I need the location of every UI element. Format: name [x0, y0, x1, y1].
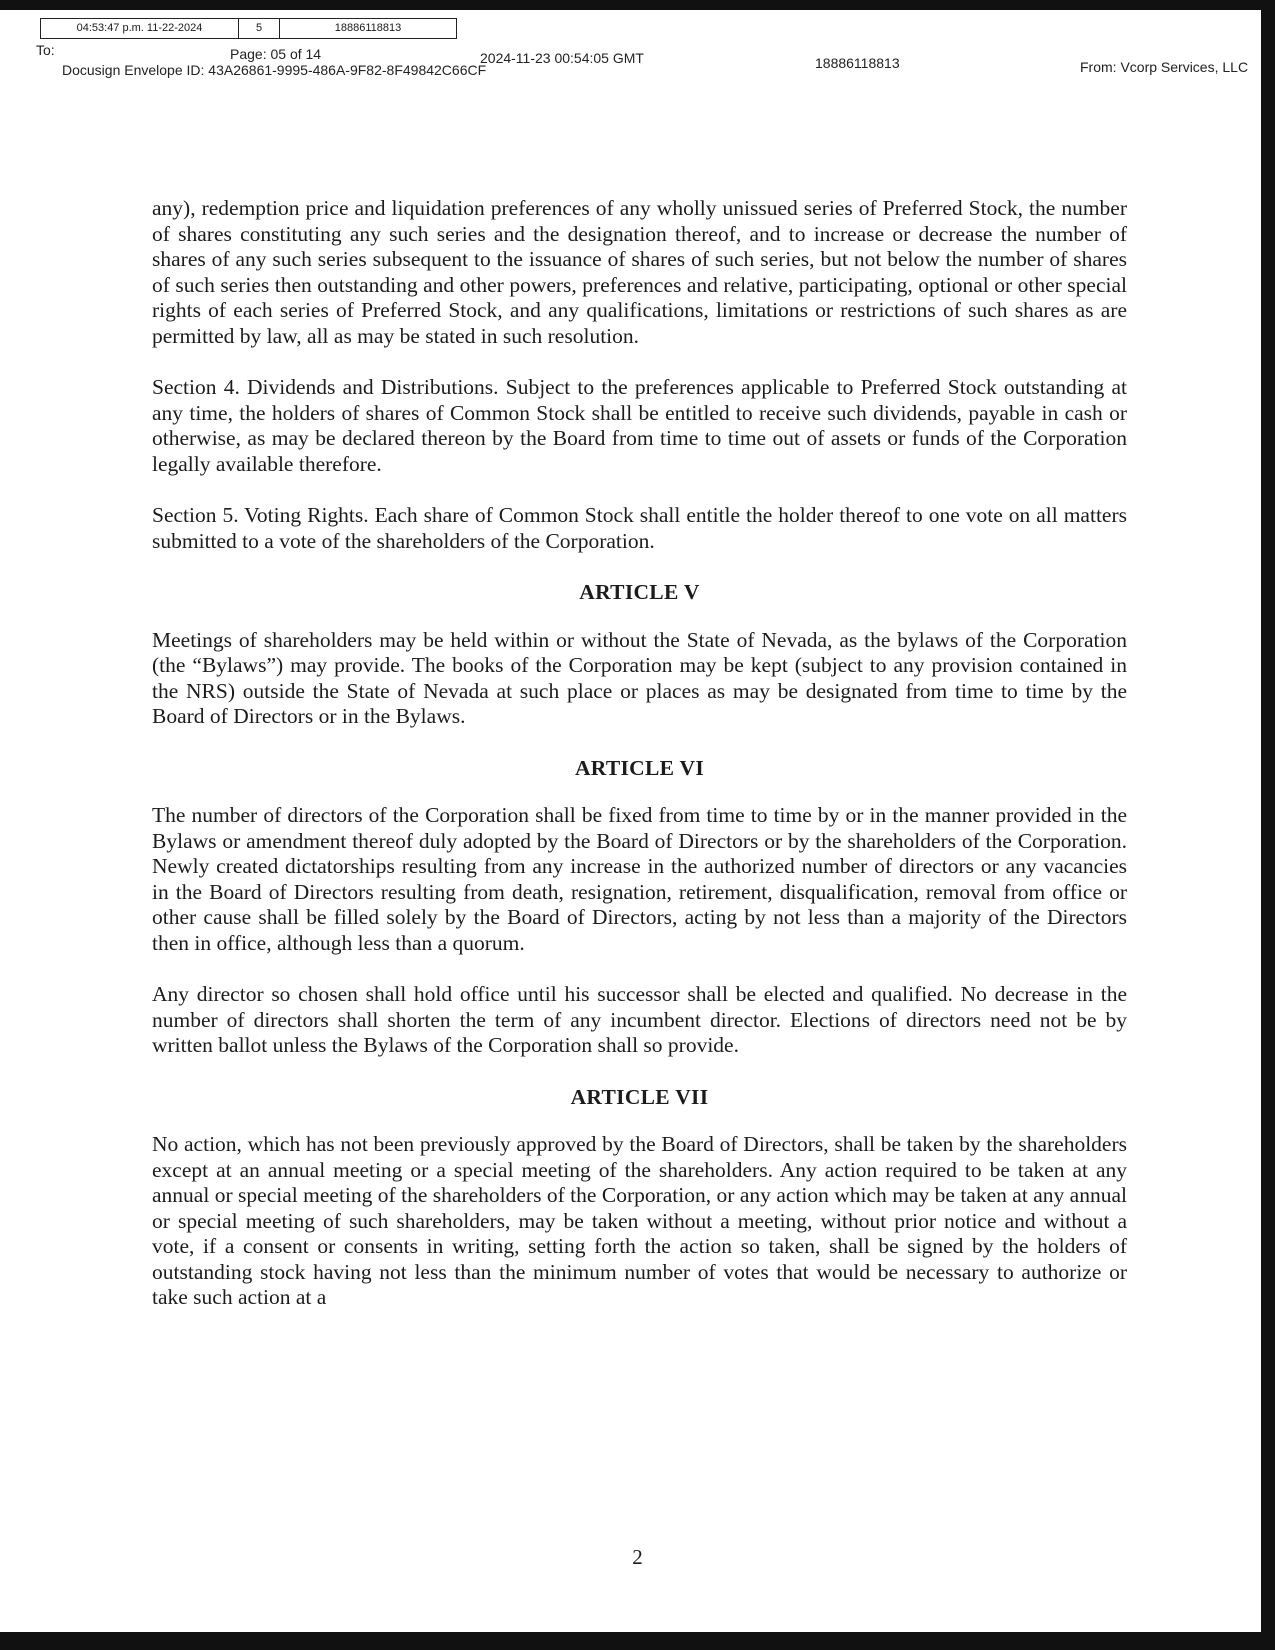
- article-vi-text-2: Any director so chosen shall hold office until his successor shall be elected and qualified. No decrease in the number of directors shall shorten the term of any incumbent director. Elections of directors need not be by written ballot unless the Bylaws of the Corporation shall so provide.: [152, 982, 1127, 1057]
- page-number: 2: [632, 1545, 643, 1569]
- document-body: [152, 196, 1127, 1337]
- article-vi-text-1: The number of directors of the Corporation shall be fixed from time to time by or in the manner provided in the Bylaws or amendment thereof duly adopted by the Board of Directors or by the shareholders of the Corporation. Newly created dictatorships resulting from any increase in the authorized number of directors or any vacancies in the Board of Directors resulting from death, resignation, retirement, disqualification, removal from office or other cause shall be filled solely by the Board of Directors, acting by not less than a majority of the Directors then in office, although less than a quorum.: [152, 803, 1127, 955]
- header-page: Page: 05 of 14: [230, 46, 322, 62]
- fax-timestamp: 04:53:47 p.m. 11-22-2024: [41, 19, 239, 38]
- paragraph-section-5: Section 5. Voting Rights. Each share of Common Stock shall entitle the holder thereof to one vote on all matters submitted to a vote of the shareholders of the Corporation.: [152, 503, 1127, 553]
- fax-number: 18886118813: [334, 22, 402, 34]
- paragraph-continuation: any), redemption price and liquidation preferences of any wholly unissued series of Preferred Stock, the number of shares constituting any such series and the designation thereof, and to increase or decrease the number of shares of any such series subsequent to the issuance of shares of such series, but not below the number of shares of such series then outstanding and other powers, preferences and relative, participating, optional or other special rights of each series of Preferred Stock, and any qualifications, limitations or restrictions of such shares as are permitted by law, all as may be stated in such resolution.: [152, 196, 1127, 348]
- article-v-heading: ARTICLE V: [579, 580, 700, 604]
- article-vii-text: No action, which has not been previously approved by the Board of Directors, shall be taken by the shareholders except at an annual meeting or a special meeting of the shareholders. Any action required to be taken at any annual or special meeting of the shareholders of the Corporation, or any action which may be taken at any annual or special meeting of such shareholders, may be taken without a meeting, without prior notice and without a vote, if a consent or consents in writing, setting forth the action so taken, shall be signed by the holders of outstanding stock having not less than the minimum number of votes that would be necessary to authorize or take such action at a: [152, 1132, 1127, 1309]
- header-from: From: Vcorp Services, LLC: [1080, 59, 1249, 75]
- header-fax-number: 18886118813: [815, 55, 900, 71]
- article-vii-heading: ARTICLE VII: [570, 1084, 709, 1109]
- scan-edge-top: [0, 0, 1275, 10]
- article-v-text: Meetings of shareholders may be held within or without the State of Nevada, as the bylaws of the Corporation (the “Bylaws”) may provide. The books of the Corporation may be kept (subject to any provision contained in the NRS) outside the State of Nevada at such place or places as may be designated from time to time by the Board of Directors or in the Bylaws.: [152, 627, 1127, 728]
- fax-page: 5: [239, 19, 280, 38]
- envelope-id: Docusign Envelope ID: 43A26861-9995-486A-9F82-8F49842C66CF: [62, 62, 487, 78]
- article-vi-heading: ARTICLE VI: [574, 755, 705, 780]
- header-to: To:: [36, 42, 55, 58]
- scan-edge-bottom: [0, 1632, 1275, 1650]
- header-datetime: 2024-11-23 00:54:05 GMT: [480, 50, 644, 66]
- paragraph-section-4: Section 4. Dividends and Distributions. Subject to the preferences applicable to Preferred Stock outstanding at any time, the holders of shares of Common Stock shall be entitled to receive such dividends, payable in cash or otherwise, as may be declared thereon by the Board from time to time out of assets or funds of the Corporation legally available therefore.: [152, 375, 1127, 476]
- fax-header-box: [40, 18, 457, 39]
- scan-edge-right: [1261, 0, 1275, 1650]
